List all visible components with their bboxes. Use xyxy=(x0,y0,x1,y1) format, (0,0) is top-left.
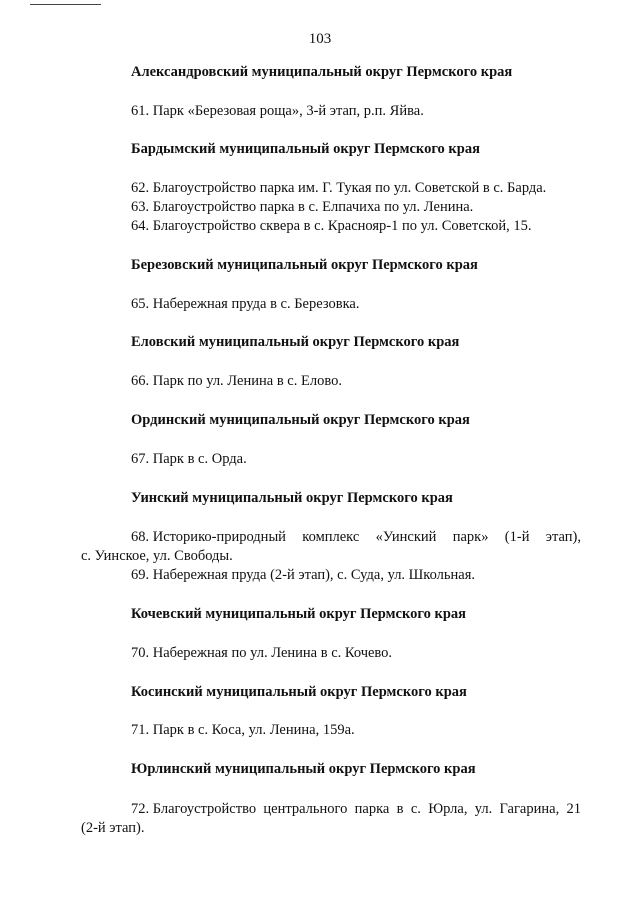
word: «Уинский xyxy=(375,529,437,545)
section-heading-ordinsky: Ординский муниципальный округ Пермского края xyxy=(131,412,470,428)
section-heading-yurlinsky: Юрлинский муниципальный округ Пермского края xyxy=(131,761,476,777)
list-item-72-continuation: (2-й этап). xyxy=(81,820,145,836)
section-heading-bardymsky: Бардымский муниципальный округ Пермского края xyxy=(131,141,480,157)
page-number: 103 xyxy=(308,31,332,47)
list-item-68-continuation: с. Уинское, ул. Свободы. xyxy=(81,548,233,564)
list-item-71: 71. Парк в с. Коса, ул. Ленина, 159а. xyxy=(131,722,355,738)
word: 21 xyxy=(566,801,581,817)
section-heading-berezovsky: Березовский муниципальный округ Пермского края xyxy=(131,257,478,273)
word: в xyxy=(396,801,404,817)
word: Юрла, xyxy=(428,801,468,817)
list-item-67: 67. Парк в с. Орда. xyxy=(131,451,247,467)
list-item-61: 61. Парк «Березовая роща», 3-й этап, р.п. Яйва. xyxy=(131,103,424,119)
list-item-72 xyxy=(81,800,581,838)
section-heading-uinsky: Уинский муниципальный округ Пермского края xyxy=(131,490,453,506)
word: этап), xyxy=(545,529,581,545)
list-item-64: 64. Благоустройство сквера в с. Краснояр-1 по ул. Советской, 15. xyxy=(131,218,532,234)
list-item-66: 66. Парк по ул. Ленина в с. Елово. xyxy=(131,373,342,389)
section-heading-elovsky: Еловский муниципальный округ Пермского края xyxy=(131,334,460,350)
list-item-63: 63. Благоустройство парка в с. Елпачиха по ул. Ленина. xyxy=(131,199,474,215)
list-item-62: 62. Благоустройство парка им. Г. Тукая по ул. Советской в с. Барда. xyxy=(131,180,547,196)
list-item-65: 65. Набережная пруда в с. Березовка. xyxy=(131,296,360,312)
word: парк» xyxy=(452,529,489,545)
top-rule xyxy=(30,4,101,5)
word: ул. xyxy=(474,801,493,817)
section-heading-aleksandrovsky: Александровский муниципальный округ Пермского края xyxy=(131,64,513,80)
word: центрального xyxy=(263,801,348,817)
word: с. xyxy=(410,801,421,817)
word: комплекс xyxy=(302,529,360,545)
word: парка xyxy=(354,801,390,817)
word: 72. Благоустройство xyxy=(131,801,257,817)
list-item-69: 69. Набережная пруда (2-й этап), с. Суда, ул. Школьная. xyxy=(131,567,476,583)
list-item-72-first-line xyxy=(81,800,581,819)
word: (1-й xyxy=(504,529,530,545)
word: 68. Историко-природный xyxy=(131,529,286,545)
list-item-68 xyxy=(81,528,581,566)
word: Гагарина, xyxy=(499,801,560,817)
section-heading-kosinsky: Косинский муниципальный округ Пермского края xyxy=(131,684,467,700)
list-item-70: 70. Набережная по ул. Ленина в с. Кочево. xyxy=(131,645,393,661)
section-heading-kochevsky: Кочевский муниципальный округ Пермского края xyxy=(131,606,466,622)
list-item-68-first-line xyxy=(81,528,581,547)
